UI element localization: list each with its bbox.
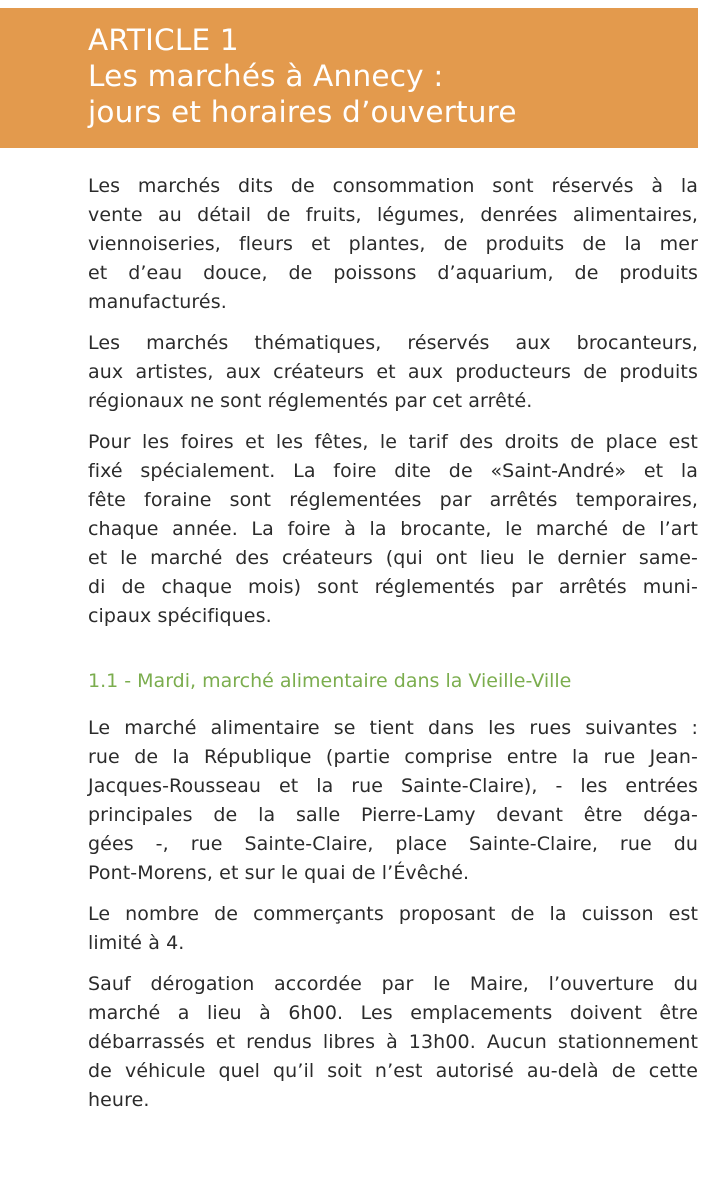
article-header xyxy=(0,8,698,148)
text-line: régionaux ne sont réglementés par cet arrêté. xyxy=(88,390,533,412)
text-line: Les marchés thématiques, réservés aux brocanteurs, xyxy=(88,332,698,354)
text-line: limité à 4. xyxy=(88,932,185,954)
article-title-line-2: jours et horaires d’ouverture xyxy=(88,95,517,129)
article-title-line-1: Les marchés à Annecy : xyxy=(88,59,444,93)
text-line: aux artistes, aux créateurs et aux producteurs de produits xyxy=(88,361,698,383)
text-line: fête foraine sont réglementées par arrêtés temporaires, xyxy=(88,489,698,511)
text-line: rue de la République (partie comprise entre la rue Jean- xyxy=(88,746,698,768)
paragraph-market-streets xyxy=(88,714,698,888)
text-line: chaque année. La foire à la brocante, le marché de l’art xyxy=(88,518,698,540)
paragraph-fairs xyxy=(88,428,698,631)
text-line: Pour les foires et les fêtes, le tarif des droits de place est xyxy=(88,431,698,453)
text-line: Le nombre de commerçants proposant de la cuisson est xyxy=(88,903,698,925)
paragraph-thematic-markets xyxy=(88,329,698,416)
text-line: Les marchés dits de consommation sont réservés à la xyxy=(88,175,698,197)
text-line: heure. xyxy=(88,1089,150,1111)
article-body xyxy=(88,172,698,1127)
text-line: vente au détail de fruits, légumes, denrées alimentaires, xyxy=(88,204,698,226)
text-line: de véhicule quel qu’il soit n’est autorisé au-delà de cette xyxy=(88,1060,698,1082)
text-line: principales de la salle Pierre-Lamy devant être déga- xyxy=(88,804,698,826)
text-line: débarrassés et rendus libres à 13h00. Aucun stationnement xyxy=(88,1031,698,1053)
text-line: et le marché des créateurs (qui ont lieu le dernier same- xyxy=(88,547,698,569)
text-line: Pont-Morens, et sur le quai de l’Évêché. xyxy=(88,862,470,884)
text-line: Sauf dérogation accordée par le Maire, l’ouverture du xyxy=(88,973,698,995)
text-line: manufacturés. xyxy=(88,291,227,313)
text-line: viennoiseries, fleurs et plantes, de produits de la mer xyxy=(88,233,698,255)
paragraph-opening-hours xyxy=(88,970,698,1115)
paragraph-cooking-vendors xyxy=(88,900,698,958)
article-number: ARTICLE 1 xyxy=(88,23,239,57)
text-line: di de chaque mois) sont réglementés par arrêtés muni- xyxy=(88,576,698,598)
section-heading-1-1: 1.1 - Mardi, marché alimentaire dans la Vieille-Ville xyxy=(88,670,572,692)
text-line: et d’eau douce, de poissons d’aquarium, de produits xyxy=(88,262,698,284)
text-line: Le marché alimentaire se tient dans les rues suivantes : xyxy=(88,717,698,739)
text-line: cipaux spécifiques. xyxy=(88,605,272,627)
text-line: marché a lieu à 6h00. Les emplacements doivent être xyxy=(88,1002,698,1024)
text-line: Jacques-Rousseau et la rue Sainte-Claire), - les entrées xyxy=(88,775,698,797)
text-line: gées -, rue Sainte-Claire, place Sainte-Claire, rue du xyxy=(88,833,698,855)
paragraph-market-types xyxy=(88,172,698,317)
text-line: fixé spécialement. La foire dite de «Saint-André» et la xyxy=(88,460,698,482)
